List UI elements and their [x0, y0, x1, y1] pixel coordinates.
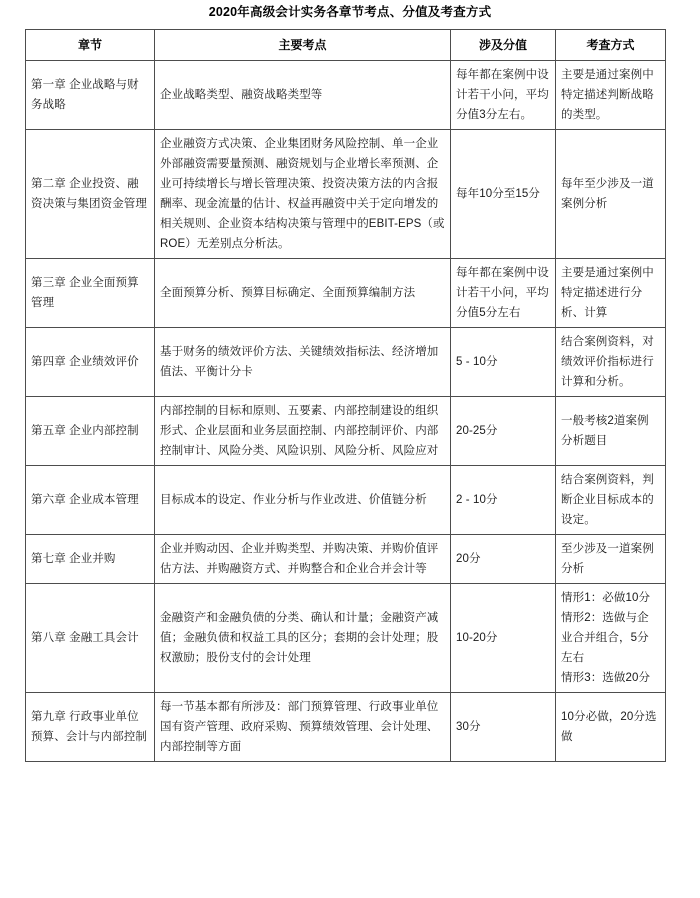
- table-row: [26, 61, 666, 130]
- key-points-cell: 全面预算分析、预算目标确定、全面预算编制方法: [155, 259, 451, 328]
- key-points-cell: 基于财务的绩效评价方法、关键绩效指标法、经济增加值法、平衡计分卡: [155, 328, 451, 397]
- exam-method-cell: 一般考核2道案例分析题目: [556, 397, 666, 466]
- key-points-cell: 每一节基本都有所涉及：部门预算管理、行政事业单位国有资产管理、政府采购、预算绩效管理、会计处理、内部控制等方面: [155, 693, 451, 762]
- score-range-cell: 20分: [451, 535, 556, 584]
- score-range-cell: 30分: [451, 693, 556, 762]
- chapter-cell: 第三章 企业全面预算管理: [26, 259, 155, 328]
- score-range-cell: 2 - 10分: [451, 466, 556, 535]
- chapter-cell: 第八章 金融工具会计: [26, 584, 155, 693]
- table-row: [26, 584, 666, 693]
- chapter-cell: 第四章 企业绩效评价: [26, 328, 155, 397]
- exam-method-cell: 10分必做，20分选做: [556, 693, 666, 762]
- table-row: [26, 693, 666, 762]
- table-header-row: [26, 30, 666, 61]
- score-range-cell: 5 - 10分: [451, 328, 556, 397]
- score-range-cell: 20-25分: [451, 397, 556, 466]
- exam-method-cell: 结合案例资料，对绩效评价指标进行计算和分析。: [556, 328, 666, 397]
- exam-method-cell: 每年至少涉及一道案例分析: [556, 130, 666, 259]
- table-row: [26, 397, 666, 466]
- key-points-cell: 目标成本的设定、作业分析与作业改进、价值链分析: [155, 466, 451, 535]
- key-points-cell: 企业并购动因、企业并购类型、并购决策、并购价值评估方法、并购融资方式、并购整合和企业合并会计等: [155, 535, 451, 584]
- score-range-cell: 每年都在案例中设计若干小问，平均分值3分左右。: [451, 61, 556, 130]
- chapter-cell: 第九章 行政事业单位预算、会计与内部控制: [26, 693, 155, 762]
- cell-line: 情形1：必做10分: [561, 592, 651, 604]
- exam-method-cell: 结合案例资料，判断企业目标成本的设定。: [556, 466, 666, 535]
- column-header-chapter: 章节: [26, 30, 155, 61]
- table-body: [26, 61, 666, 762]
- page-title: 2020年高级会计实务各章节考点、分值及考查方式: [208, 5, 492, 19]
- table-row: [26, 259, 666, 328]
- column-header-exam-method: 考查方式: [556, 30, 666, 61]
- exam-syllabus-table: [25, 29, 666, 762]
- cell-line: 情形2：选做与企业合并组合，5分左右: [561, 612, 649, 664]
- table-row: [26, 328, 666, 397]
- table-row: [26, 130, 666, 259]
- score-range-cell: 10-20分: [451, 584, 556, 693]
- chapter-cell: 第七章 企业并购: [26, 535, 155, 584]
- key-points-cell: 内部控制的目标和原则、五要素、内部控制建设的组织形式、企业层面和业务层面控制、内部控制评价、内部控制审计、风险分类、风险识别、风险分析、风险应对: [155, 397, 451, 466]
- cell-line: 情形3：选做20分: [561, 672, 651, 684]
- exam-method-cell: 主要是通过案例中特定描述进行分析、计算: [556, 259, 666, 328]
- table-row: [26, 535, 666, 584]
- key-points-cell: 企业战略类型、融资战略类型等: [155, 61, 451, 130]
- table-row: [26, 466, 666, 535]
- table-header: [26, 30, 666, 61]
- key-points-cell: 企业融资方式决策、企业集团财务风险控制、单一企业外部融资需要量预测、融资规划与企业增长率预测、企业可持续增长与增长管理决策、投资决策方法的内含报酬率、现金流量的估计、权益再融资中关于定向增发的相关规则、企业资本结构决策与管理中的EBIT-EPS（或ROE）无差别点分析法。: [155, 130, 451, 259]
- chapter-cell: 第一章 企业战略与财务战略: [26, 61, 155, 130]
- exam-method-cell: [556, 584, 666, 693]
- chapter-cell: 第二章 企业投资、融资决策与集团资金管理: [26, 130, 155, 259]
- score-range-cell: 每年10分至15分: [451, 130, 556, 259]
- column-header-key-points: 主要考点: [155, 30, 451, 61]
- exam-method-cell: 至少涉及一道案例分析: [556, 535, 666, 584]
- chapter-cell: 第五章 企业内部控制: [26, 397, 155, 466]
- score-range-cell: 每年都在案例中设计若干小问，平均分值5分左右: [451, 259, 556, 328]
- column-header-score-range: 涉及分值: [451, 30, 556, 61]
- exam-method-cell: 主要是通过案例中特定描述判断战略的类型。: [556, 61, 666, 130]
- chapter-cell: 第六章 企业成本管理: [26, 466, 155, 535]
- key-points-cell: 金融资产和金融负债的分类、确认和计量；金融资产减值；金融负债和权益工具的区分；套期的会计处理；股权激励；股份支付的会计处理: [155, 584, 451, 693]
